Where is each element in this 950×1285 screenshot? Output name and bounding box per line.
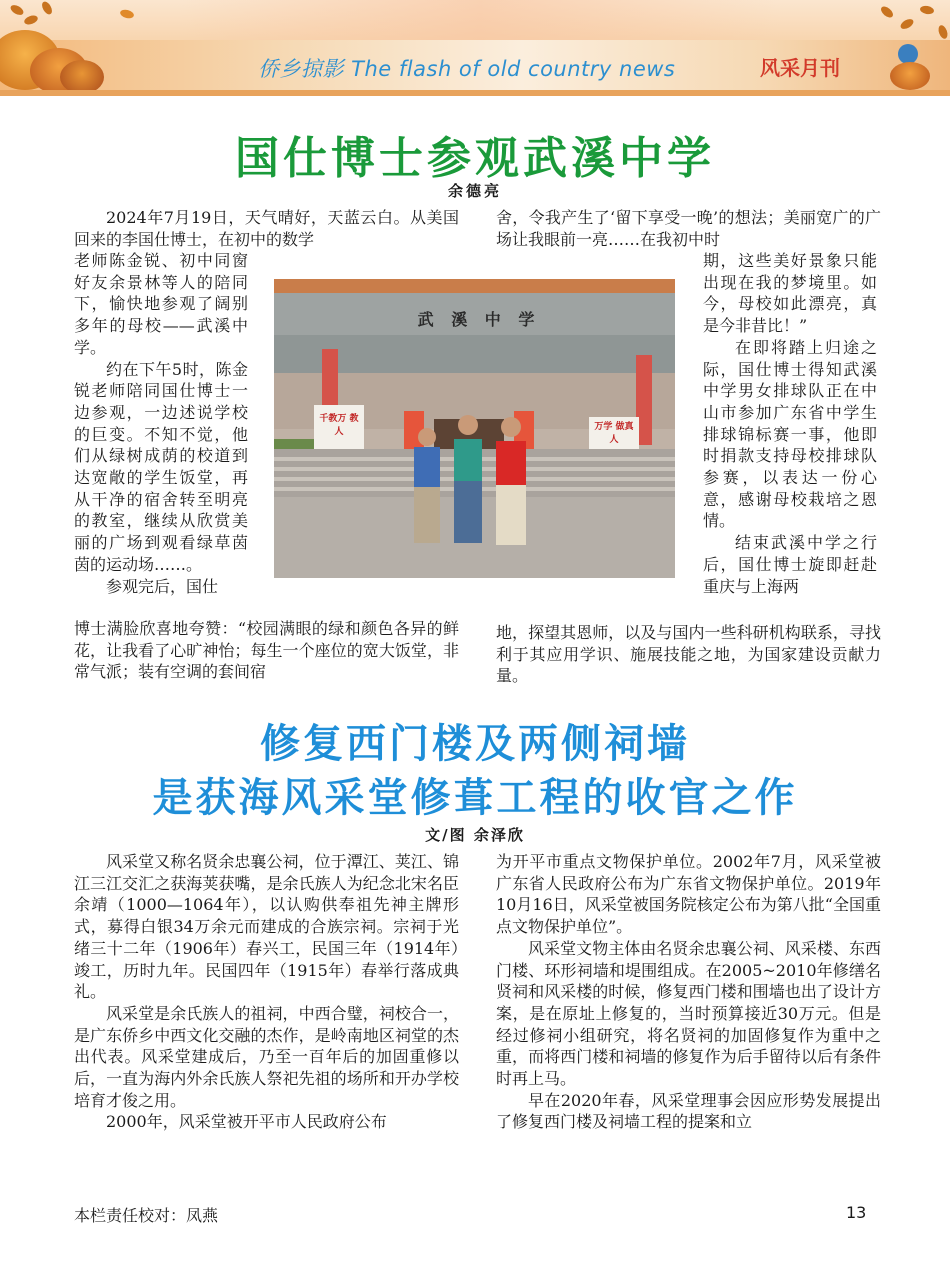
page-number: 13 xyxy=(846,1203,867,1222)
school-banner-right: 万学 做真人 xyxy=(594,422,634,445)
article1-right-col-mid xyxy=(703,250,877,597)
article1-left-col-bottom xyxy=(74,618,459,683)
article1-right-col-top xyxy=(496,207,881,250)
article1-paragraph: 博士满脸欣喜地夸赞：“校园满眼的绿和颜色各异的鲜花，让我看了心旷神怡；每生一个座位的宽大饭堂，非常气派；装有空调的套间宿 xyxy=(74,619,459,682)
article2-right-col xyxy=(496,851,881,1133)
article2-author: 文/图 余泽欣 xyxy=(425,826,525,844)
article1-title: 国仕博士参观武溪中学 xyxy=(235,133,715,184)
section-title: 侨乡掠影 The flash of old country news xyxy=(258,57,676,81)
magazine-name: 风采月刊 xyxy=(760,56,840,80)
article1-right-col-bottom xyxy=(496,622,881,687)
proofreader-credit: 本栏责任校对：凤燕 xyxy=(74,1206,219,1225)
article1-paragraph: 老师陈金锐、初中同窗好友余景林等人的陪同下，愉快地参观了阔别多年的母校——武溪中学。 xyxy=(74,251,248,357)
article1-paragraph: 参观完后，国仕 xyxy=(106,576,219,596)
article2-title-line2: 是获海风采堂修葺工程的收官之作 xyxy=(152,775,798,821)
article1-author: 余德亮 xyxy=(447,182,502,200)
article1-left-col-top xyxy=(74,207,459,250)
article2-paragraph: 风采堂文物主体由名贤余忠襄公祠、风采楼、东西门楼、环形祠墙和堤围组成。在2005~2010年修缮名贤祠和风采楼的时候，修复西门楼和围墙也出了设计方案，是在原址上修复的，当时预算接近30万元。但是经过修祠小组研究，将名贤祠的加固修复作为重中之重，而将西门楼和祠墙的修复作为后手留待以后有条件时再上马。 xyxy=(496,938,881,1089)
article2-paragraph: 风采堂又称名贤余忠襄公祠，位于潭江、荚江、锦江三江交汇之获海荚获嘴，是余氏族人为纪念北宋名臣余靖（1000—1064年），以认购供奉祖先神主牌形式，募得白银34万余元而建成的合族宗祠。宗祠于光绪三十二年（1906年）春兴工，民国三年（1914年）竣工，历时九年。民国四年（1915年）春举行落成典礼。 xyxy=(74,852,459,1002)
farmer-illustration xyxy=(898,44,918,64)
article2-paragraph: 为开平市重点文物保护单位。2002年7月，风采堂被广东省人民政府公布为广东省文物保护单位。2019年10月16日，风采堂被国务院核定公布为第八批“全国重点文物保护单位”。 xyxy=(496,852,881,937)
article1-paragraph: 期，这些美好景象只能出现在我的梦境里。如今，母校如此漂亮，真是今非昔比！” xyxy=(703,251,877,336)
article2-title-line1: 修复西门楼及两侧祠墙 xyxy=(260,721,690,767)
article2-paragraph: 早在2020年春，风采堂理事会因应形势发展提出了修复西门楼及祠墙工程的提案和立 xyxy=(496,1090,881,1132)
article1-left-col-mid xyxy=(74,250,248,597)
school-sign: 武 溪 中 学 xyxy=(417,310,541,329)
article1-paragraph: 地，探望其恩师，以及与国内一些科研机构联系，寻找利于其应用学识、施展技能之地，为国家建设贡献力量。 xyxy=(496,623,881,686)
article2-paragraph: 2000年，风采堂被开平市人民政府公布 xyxy=(106,1112,387,1132)
article2-left-col xyxy=(74,851,459,1133)
article1-paragraph: 舍，令我产生了‘留下享受一晚’的想法；美丽宽广的广场让我眼前一亮……在我初中时 xyxy=(496,208,881,249)
article1-paragraph: 结束武溪中学之行后，国仕博士旋即赶赴重庆与上海两 xyxy=(703,533,877,596)
article1-paragraph: 在即将踏上归途之际，国仕博士得知武溪中学男女排球队正在中山市参加广东省中学生排球锦标赛一事，他即时捐款支持母校排球队参赛，以表达一份心意，感谢母校栽培之恩情。 xyxy=(703,337,877,531)
article1-paragraph: 2024年7月19日，天气晴好，天蓝云白。从美国回来的李国仕博士，在初中的数学 xyxy=(74,208,459,249)
article1-paragraph: 约在下午5时，陈金锐老师陪同国仕博士一边参观，一边述说学校的巨变。不知不觉，他们从绿树成荫的校道到达宽敞的学生饭堂，再从干净的宿舍转至明亮的教室，继续从欣赏美丽的广场到观看绿草茵茵的运动场……。 xyxy=(74,359,248,574)
school-gate-photo xyxy=(274,279,675,578)
header-banner xyxy=(0,0,950,96)
article2-paragraph: 风采堂是余氏族人的祖祠，中西合璧，祠校合一，是广东侨乡中西文化交融的杰作，是岭南地区祠堂的杰出代表。风采堂建成后，乃至一百年后的加固重修以后，一直为海内外余氏族人祭祀先祖的场所和开办学校培育才俊之用。 xyxy=(74,1003,459,1110)
school-banner-left: 千教万 教人 xyxy=(319,414,359,437)
